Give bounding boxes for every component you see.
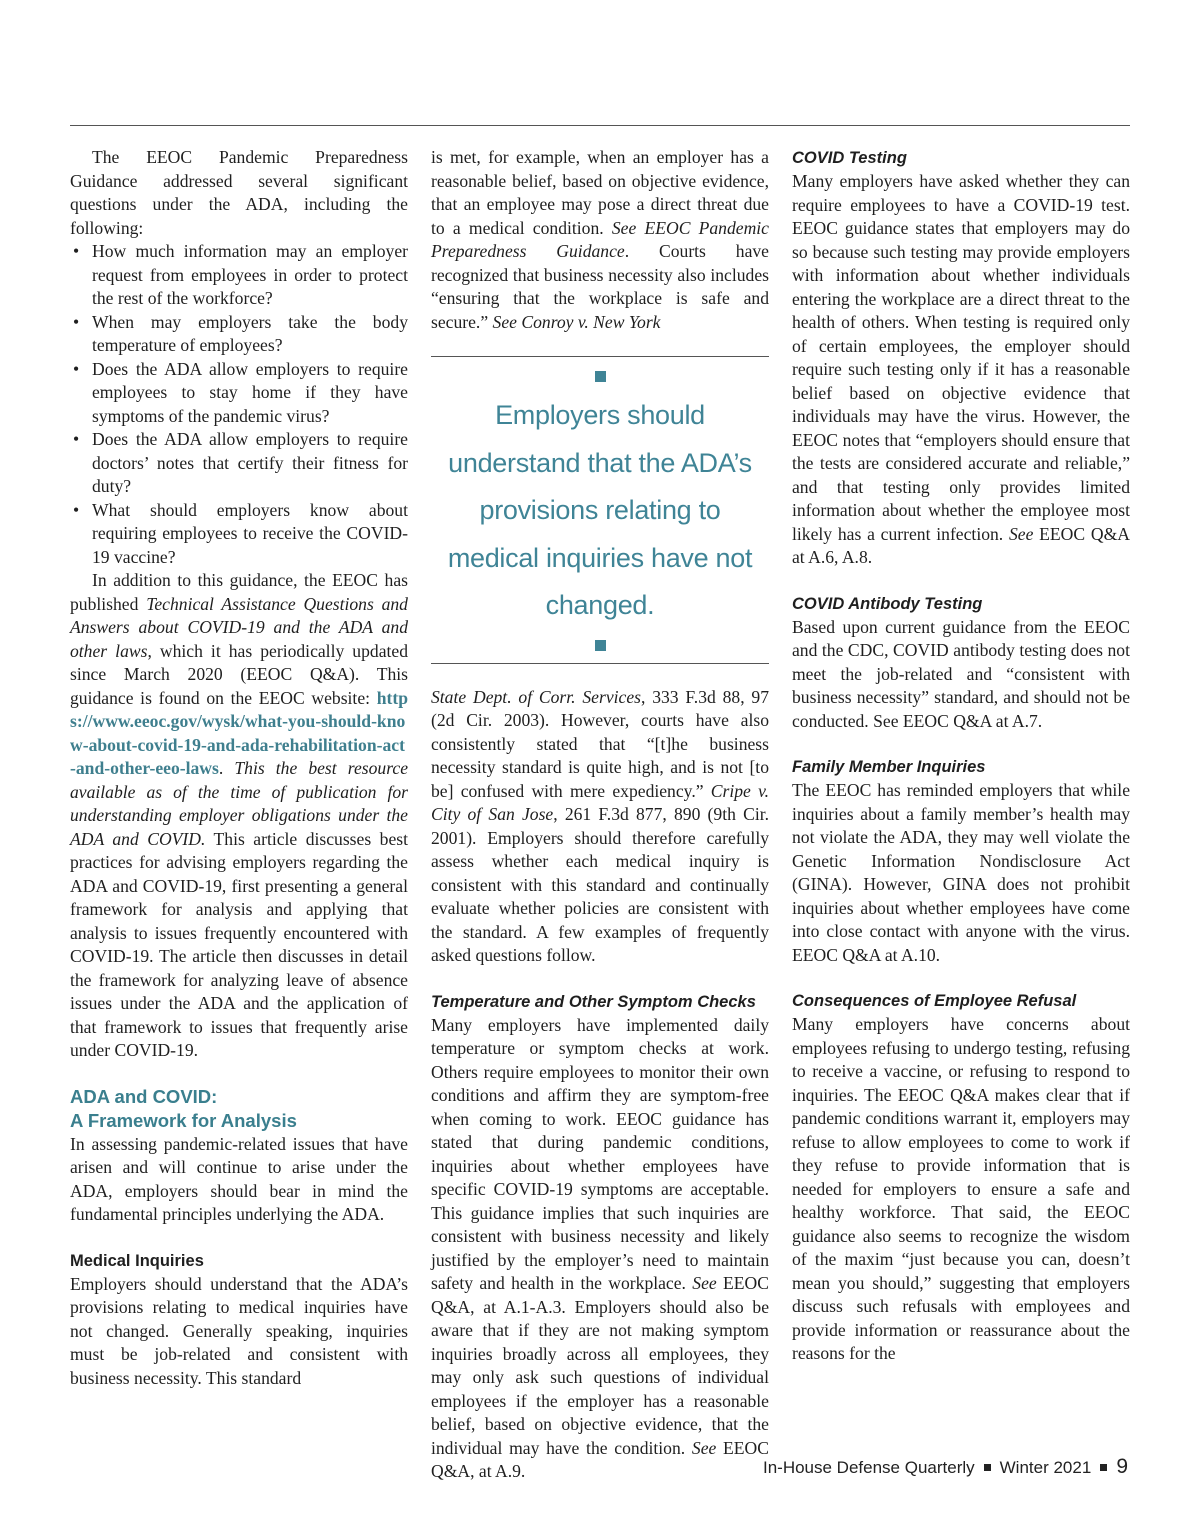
square-separator-icon: [1100, 1464, 1107, 1471]
square-ornament-icon: [595, 640, 606, 651]
intro-paragraph: The EEOC Pandemic Preparedness Guidance addressed several significant questions under the ADA, including the following:: [70, 147, 408, 238]
top-rule: [70, 125, 1130, 126]
pull-quote-text: Employers should understand that the ADA’s provisions relating to medical inquiries have not changed.: [447, 400, 753, 620]
list-item: • How much information may an employer request from employees in order to protect the rest of the workforce?: [70, 240, 408, 311]
publication-name: In-House Defense Quarterly: [762, 1458, 975, 1477]
list-item: • Does the ADA allow employers to require doctors’ notes that certify their fitness for duty?: [70, 428, 408, 499]
page-number: 9: [1116, 1455, 1128, 1478]
subheading-antibody-testing: COVID Antibody Testing: [792, 594, 983, 613]
employee-refusal-paragraph: Many employers have concerns about employees refusing to undergo testing, refusing to receive a vaccine, or refusing to respond to inquiries. The EEOC Q&A makes clear that if pandemic conditions warrant it, employers may refuse to allow employees to come to work if they refuse to provide information that is needed for employers to ensure a safe and healthy workforce. That said, the EEOC guidance also seems to recognize the wisdom of the maxim “just because you can, doesn’t mean you should,” suggesting that employers discuss such refusals with employees and provide information or reassurance about the reasons for the: [792, 1014, 1130, 1363]
column-2: [431, 146, 769, 1484]
subheading-medical-inquiries: Medical Inquiries: [70, 1251, 204, 1270]
square-ornament-icon: [595, 371, 606, 382]
page-footer: [763, 1455, 1128, 1479]
case-law-paragraph: State Dept. of Corr. Services, 333 F.3d 88, 97 (2d Cir. 2003). However, courts have also consistently stated that “[t]he business necessity standard is quite high, and is not [to be] confused with mere expediency.” Cripe v. City of San Jose, 261 F.3d 877, 890 (9th Cir. 2001). Employers should therefore carefully assess whether each medical inquiry is consistent with this standard and continually evaluate whether policies are consistent with the standard. A few examples of frequently asked questions follow.: [431, 686, 769, 965]
column-1: [70, 146, 408, 1390]
question-list: [70, 240, 408, 569]
business-necessity-paragraph: is met, for example, when an employer has a reasonable belief, based on objective evidence, that an employee may pose a direct threat due to a medical condition. See EEOC Pandemic Preparedness Guidance. Courts have recognized that business necessity also includes “ensuring that the workplace is safe and secure.” See Conroy v. New York: [431, 147, 769, 332]
list-item: • What should employers know about requiring employees to receive the COVID-19 vaccine?: [70, 499, 408, 570]
subheading-covid-testing: COVID Testing: [792, 149, 907, 167]
eeoc-website-link[interactable]: https://www.eeoc.gov/wysk/what-you-should-know-about-covid-19-and-ada-rehabilitation-act-and-other-eeo-laws: [70, 687, 408, 778]
subheading-family-inquiries: Family Member Inquiries: [792, 758, 986, 776]
medical-inquiries-paragraph: Employers should understand that the ADA’s provisions relating to medical inquiries have not changed. Generally speaking, inquiries must be job-related and consistent with business necessity. This standard: [70, 1273, 408, 1388]
family-inquiries-paragraph: The EEOC has reminded employers that while inquiries about a family member’s health may not violate the ADA, they may well violate the Genetic Information Nondisclosure Act (GINA). However, GINA does not prohibit inquiries about whether employees have come into close contact with anyone with the virus. EEOC Q&A at A.10.: [792, 780, 1130, 965]
framework-paragraph: In assessing pandemic-related issues that have arisen and will continue to arise under the ADA, employers should bear in mind the fundamental principles underlying the ADA.: [70, 1133, 408, 1224]
section-heading: ADA and COVID: A Framework for Analysis: [70, 1085, 297, 1131]
eeoc-qa-paragraph: In addition to this guidance, the EEOC has published Technical Assistance Questions and Answers about COVID-19 and the ADA and other laws, which it has periodically updated since March 2020 (EEOC Q&A). This guidance is found on the EEOC website: https://www.eeoc.gov/wysk/what-you-should-know-about-covid-19-and-ada-rehabilitation-act-and-other-eeo-laws. This the best resource available as of the time of publication for understanding employer obligations under the ADA and COVID. This article discusses best practices for advising employers regarding the ADA and COVID-19, first presenting a general framework for analysis and applying that analysis to issues frequently encountered with COVID-19. The article then discusses in detail the framework for analyzing leave of absence issues under the ADA and the application of that framework to issues that frequently arise under COVID-19.: [70, 570, 408, 1060]
antibody-testing-paragraph: Based upon current guidance from the EEOC and the CDC, COVID antibody testing does not meet the job-related and “consistent with business necessity” standard, and should not be conducted. See EEOC Q&A at A.7.: [792, 616, 1130, 731]
square-separator-icon: [984, 1464, 991, 1471]
column-3: [792, 146, 1130, 1366]
list-item: • Does the ADA allow employers to require employees to stay home if they have symptoms of the pandemic virus?: [70, 358, 408, 429]
temperature-checks-paragraph: Many employers have implemented daily temperature or symptom checks at work. Others require employees to monitor their own conditions and affirm they are symptom-free when coming to work. EEOC guidance has stated that during pandemic conditions, inquiries about whether employees have specific COVID-19 symptoms are acceptable. This guidance implies that such inquiries are consistent with business necessity and likely justified by the employer’s need to maintain safety and health in the workplace. See EEOC Q&A, at A.1-A.3. Employers should also be aware that if they are not making symptom inquiries broadly across all employees, they may only ask such questions of individual employees if the employer has a reasonable belief, based on objective evidence, that the individual may have the condition. See EEOC Q&A, at A.9.: [431, 1014, 769, 1481]
issue-date: Winter 2021: [999, 1458, 1092, 1477]
covid-testing-paragraph: Many employers have asked whether they can require employees to have a COVID-19 test. EEOC guidance states that employers may do so because such testing may provide employers with information about whether individuals entering the workplace are a direct threat to the health of others. When testing is required only of certain employees, the employer should require such testing only if it has a reasonable belief based on objective evidence that individuals may have the virus. However, the EEOC notes that “employers should ensure that the tests are considered accurate and reliable,” and that testing only provides limited information about whether the employee most likely has a current infection. See EEOC Q&A at A.6, A.8.: [792, 171, 1130, 567]
list-item: • When may employers take the body temperature of employees?: [70, 311, 408, 358]
subheading-temperature-checks: Temperature and Other Symptom Checks: [431, 992, 756, 1011]
pull-quote: [431, 356, 769, 664]
subheading-employee-refusal: Consequences of Employee Refusal: [792, 992, 1077, 1010]
